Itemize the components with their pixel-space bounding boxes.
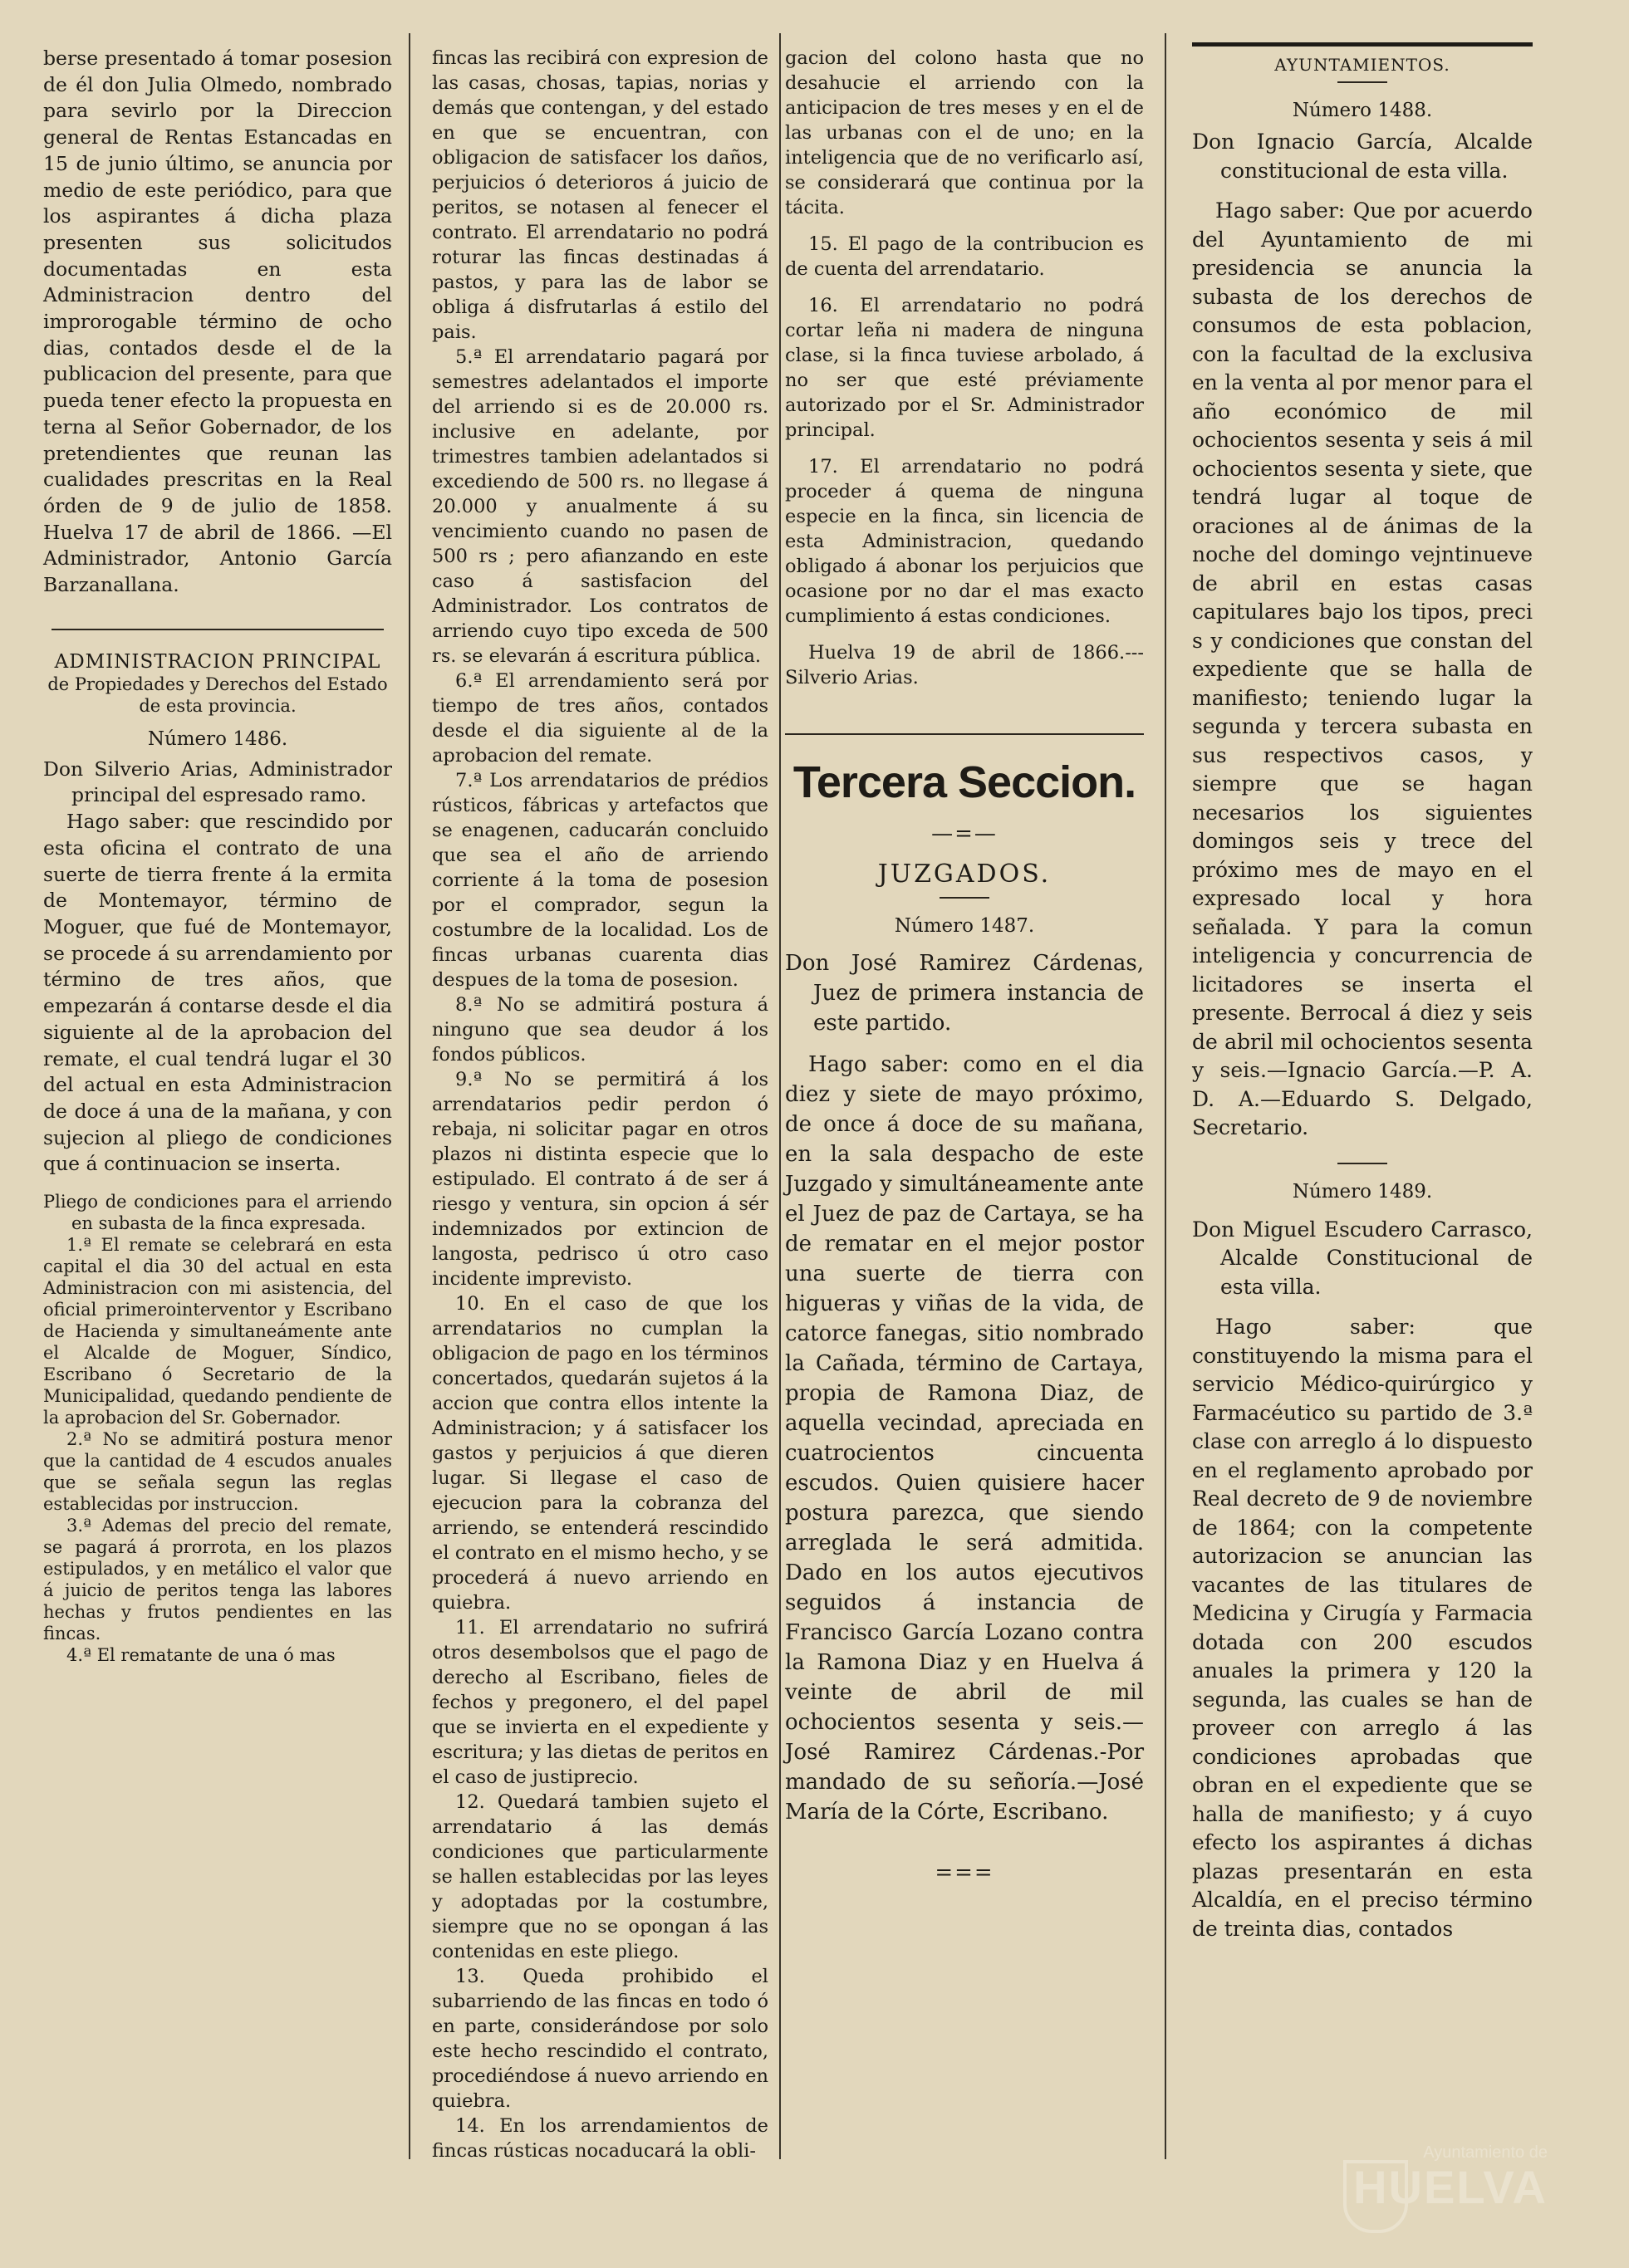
signature: Huelva 19 de abril de 1866.--- Silverio Arias. [785, 642, 1144, 688]
administracion-title: ADMINISTRACION PRINCIPAL [54, 650, 381, 673]
column-rule [409, 33, 410, 2159]
archive-watermark [1338, 2143, 1554, 2235]
condition-1: 1.ª El remate se celebrará en esta capital el dia 30 del actual en esta Administracion con mi asistencia, del oficial primerointerventor y Escribano de Hacienda y simultaneámente ante el Alcalde de Moguer, Síndico, Escribano ó Secretario de la Municipalidad, quedando pendiente de la aprobacion del Sr. Gobernador. [43, 1235, 392, 1428]
condition-4: 4.ª El rematante de una ó mas [66, 1645, 336, 1666]
watermark-line1: Ayuntamiento de [1423, 2143, 1548, 2162]
top-rule [1192, 42, 1533, 47]
pliego-heading: Pliego de condiciones para el arriendo en subasta de la finca expresada. [43, 1192, 392, 1234]
section-divider [52, 629, 384, 630]
condition-5: 5.ª El arrendatario pagará por semestres adelantados el importe del arriendo si es de 20.000 rs. inclusive en adelante, por trimestres tambien adelantados si excediendo de 500 rs. no llegase á 20.000 y anualmente á su vencimiento cuando no pasen de 500 rs ; pero afianzando en este caso á sastisfacion del Administrador. Los contratos de arriendo cuyo tipo exceda de 500 rs. se elevarán á escritura pública. [432, 346, 768, 667]
condition-8: 8.ª No se admitirá postura á ninguno que sea deudor á los fondos públicos. [432, 994, 768, 1065]
short-divider [940, 897, 989, 899]
condition-3: 3.ª Ademas del precio del remate, se pagará á prorrota, en los plazos estipulados, y en metálico el valor que á juicio de peritos tenga las labores hechas y frutos pendientes en las fincas. [43, 1516, 392, 1644]
condition-16: 16. El arrendatario no podrá cortar leña ni madera de ninguna clase, si la finca tuviese arbolado, á no ser que esté préviamente autorizado por el Sr. Administrador principal. [785, 295, 1144, 441]
separator: —=— [931, 821, 998, 846]
don-heading: Don Ignacio García, Alcalde constitucional de esta villa. [1192, 130, 1533, 183]
hago-saber-paragraph: Hago saber: que constituyendo la misma para el servicio Médico-quirúrgico y Farmacéutico su partido de 3.ª clase con arreglo á lo dispuesto en el reglamento aprobado por Real decreto de 9 de noviembre de 1864; con la competente autorizacion se anuncian las vacantes de las titulares de Medicina y Cirugía y Farmacia dotada con 200 escudos anuales la primera y 120 la segunda, las cuales se han de proveer con arreglo á las condiciones aprobadas que obran en el expediente que se halla de manifiesto; y á cuyo efecto los aspirantes á dichas plazas presentarán en esta Alcaldía, en el preciso término de treinta dias, contados [1192, 1315, 1533, 1941]
condition-2: 2.ª No se admitirá postura menor que la cantidad de 4 escudos anuales que se señala segun las reglas establecidas por instruccion. [43, 1429, 392, 1515]
paragraph-opening: berse presentado á tomar posesion de él don Julia Olmedo, nombrado para sevirlo por la Direccion general de Rentas Estancadas en 15 de junio último, se anuncia por medio de este periódico, para que los aspirantes á dicha plaza presenten sus solicitudos documentadas en esta Administracion dentro del improrogable término de ocho dias, contados desde el de la publicacion del presente, para que pueda tener efecto la propuesta en terna al Señor Gobernador, de los pretendientes que reunan las cualidades prescritas en la Real órden de 9 de julio de 1858. Huelva 17 de abril de 1866. —El Administrador, Antonio García Barzanallana. [43, 47, 392, 597]
don-heading: Don José Ramirez Cárdenas, Juez de primera instancia de este partido. [785, 951, 1144, 1036]
condition-11: 11. El arrendatario no sufrirá otros desembolsos que el pago de derecho al Escribano, fieles de fechos y pregonero, el del papel que se invierta en el expediente y escritura; y las dietas de peritos en el caso de justiprecio. [432, 1617, 768, 1788]
column-rule [1165, 33, 1166, 2159]
column-2 [432, 46, 768, 2163]
don-heading: Don Silverio Arias, Administrador principal del espresado ramo. [43, 757, 392, 807]
hago-saber-paragraph: Hago saber: como en el dia diez y siete de mayo próximo, de once á doce de su mañana, en la sala despacho de este Juzgado y simultáneamente ante el Juez de paz de Cartaya, se ha de rematar en el mejor postor una suerte de tierra con higueras y viñas de la vida, de catorce fanegas, sitio nombrado la Cañada, término de Cartaya, propia de Ramona Diaz, de aquella vecindad, apreciada en cuatrocientos cincuenta escudos. Quien quisiere hacer postura parezca, que siendo arreglada le será admitida. Dado en los autos ejecutivos seguidos á instancia de Francisco García Lozano contra la Ramona Diaz y en Huelva á veinte de abril de mil ochocientos sesenta y seis.—José Ramirez Cárdenas.-Por mandado de su señoría.—José María de la Córte, Escribano. [785, 1052, 1144, 1825]
condition-7: 7.ª Los arrendatarios de prédios rústicos, fábricas y artefactos que se enagenen, caducarán concluido que sea el año de arriendo corriente á la toma de posesion por el comprador, segun la costumbre de la localidad. Los de fincas urbanas cuarenta dias despues de la toma de posesion. [432, 770, 768, 991]
watermark-line2: HUELVA [1353, 2161, 1548, 2213]
column-1 [43, 46, 392, 1666]
column-4 [1192, 46, 1533, 1943]
condition-10: 10. En el caso de que los arrendatarios no cumplan la obligacion de pago en los términos concertados, quedarán sujetos á la accion que contra ellos intente la Administracion; y á satisfacer los gastos y perjuicios á que dieren lugar. Si llegase el caso de ejecucion para la cobranza del arriendo, se entenderá rescindido el contrato en el mismo hecho, y se procederá á nuevo arriendo en quiebra. [432, 1293, 768, 1614]
don-heading: Don Miguel Escudero Carrasco, Alcalde Constitucional de esta villa. [1192, 1217, 1533, 1299]
continuation-paragraph: fincas las recibirá con expresion de las casas, chosas, tapias, norias y demás que contengan, y del estado en que se encuentran, con obligacion de satisfacer los daños, perjuicios ó deterioros á juicio de peritos, se notasen al fenecer el contrato. El arrendatario no podrá roturar las fincas destinadas á pastos, y para las de labor se obliga á disfrutarlas á estilo del pais. [432, 47, 768, 343]
ayuntamientos-title: AYUNTAMIENTOS. [1274, 55, 1450, 75]
numero-label: Número 1489. [1292, 1180, 1433, 1203]
condition-6: 6.ª El arrendamiento será por tiempo de tres años, contados desde el dia siguiente al de la aprobacion del remate. [432, 670, 768, 767]
section-divider [785, 733, 1144, 735]
column-rule [779, 33, 781, 2159]
continuation-paragraph: gacion del colono hasta que no desahucie el arriendo con la anticipacion de tres meses y en el de las urbanas con el de uno; en la inteligencia que de no verificarlo así, se considerará que continua por la tácita. [785, 47, 1144, 218]
hago-saber-paragraph: Hago saber: Que por acuerdo del Ayuntamiento de mi presidencia se anuncia la subasta de los derechos de consumos de esta poblacion, con la facultad de la exclusiva en la venta al por menor para el año económico de mil ochocientos sesenta y seis á mil ochocientos sesenta y siete, que tendrá lugar al toque de oraciones al de ánimas de la noche del domingo vejntinueve de abril en estas casas capitulares bajo los tipos, preci s y condiciones que constan del expediente que se halla de manifiesto; teniendo lugar la segunda y tercera subasta en sus respectivos casos, y siempre que se hagan necesarios los siguientes domingos seis y trece del próximo mes de mayo en el expresado local y hora señalada. Y para la comun inteligencia y concurrencia de licitadores se inserta el presente. Berrocal á diez y seis de abril mil ochocientos sesenta y seis.—Ignacio García.—P. A. D. A.—Eduardo S. Delgado, Secretario. [1192, 198, 1533, 1139]
condition-14: 14. En los arrendamientos de fincas rústicas nocaducará la obli- [432, 2115, 768, 2162]
condition-15: 15. El pago de la contribucion es de cuenta del arrendatario. [785, 233, 1144, 280]
condition-12: 12. Quedará tambien sujeto el arrendatario á las demás condiciones que particularmente se hallen establecidas por las leyes y adoptadas por la costumbre, siempre que no se opongan á las contenidas en este pliego. [432, 1791, 768, 1962]
short-divider [1337, 1163, 1387, 1164]
hago-saber-paragraph: Hago saber: que rescindido por esta oficina el contrato de una suerte de tierra frente á la ermita de Montemayor, término de Moguer, que fué de Montemayor, se procede á su arrendamiento por término de tres años, que empezarán á contarse desde el dia siguiente al de la aprobacion del remate, el cual tendrá lugar el 30 del actual en esta Administracion de doce á una de la mañana, y con sujecion al pliego de condiciones que á continuacion se inserta. [43, 810, 392, 1176]
separator: === [935, 1860, 994, 1885]
numero-label: Número 1488. [1292, 100, 1433, 121]
numero-label: Número 1486. [147, 727, 288, 750]
condition-13: 13. Queda prohibido el subarriendo de las fincas en todo ó en parte, considerándose por solo este hecho rescindido el contrato, procediéndose á nuevo arriendo en quiebra. [432, 1966, 768, 2112]
short-divider [1337, 81, 1387, 83]
condition-17: 17. El arrendatario no podrá proceder á quema de ninguna especie en la finca, sin licencia de esta Administracion, quedando obligado á abonar los perjuicios que ocasione por no dar el mas exacto cumplimiento á estas condiciones. [785, 456, 1144, 627]
condition-9: 9.ª No se permitirá á los arrendatarios pedir perdon ó rebaja, ni solicitar pagar en otros plazos ni distinta especie que lo estipulado. El contrato á de ser á riesgo y ventura, sin opcion á sér indemnizados por extincion de langosta, pedrisco ú otro caso incidente imprevisto. [432, 1069, 768, 1290]
administracion-subtitle: de Propiedades y Derechos del Estado de esta provincia. [47, 674, 388, 716]
seccion-title: Tercera Seccion. [792, 757, 1136, 807]
juzgados-title: JUZGADOS. [877, 860, 1052, 889]
numero-label: Número 1487. [894, 915, 1035, 937]
shield-icon [1343, 2160, 1408, 2233]
column-3 [785, 46, 1144, 1898]
